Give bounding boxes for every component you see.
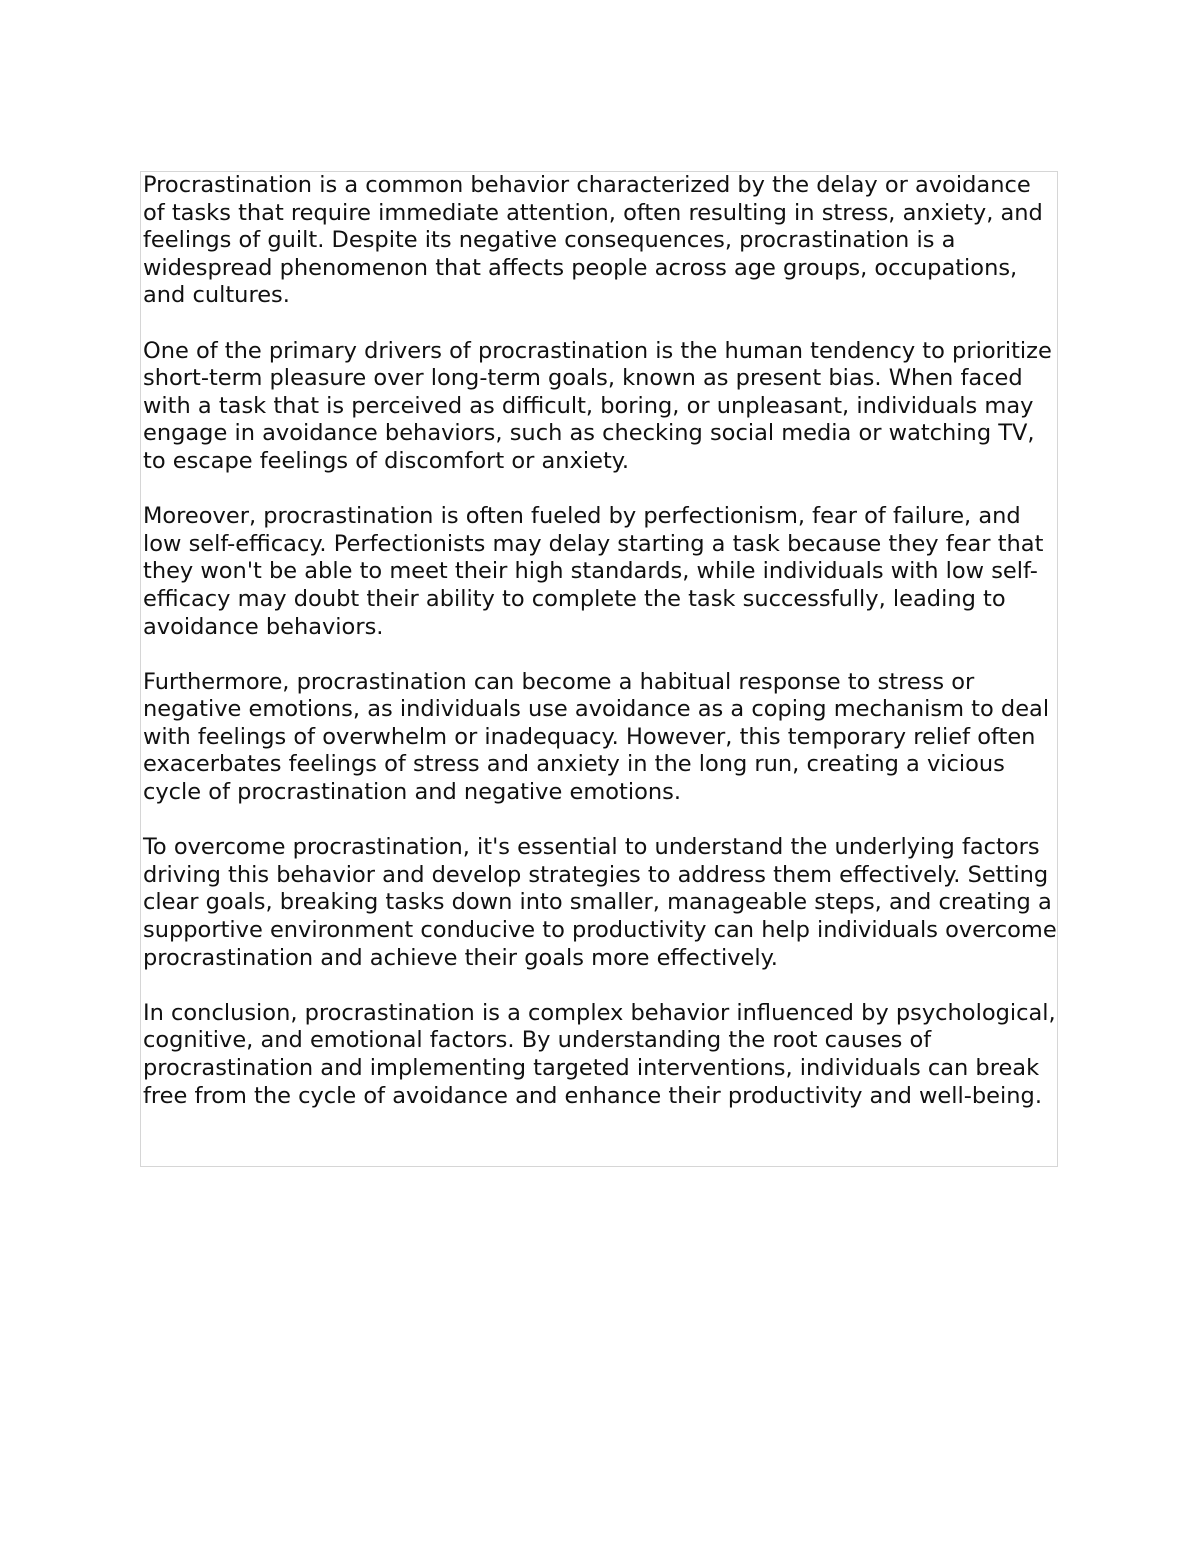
paragraph-3: Moreover, procrastination is often fueled by perfectionism, fear of failure, and low self-efficacy. Perfectionists may delay starting a task because they fear that they won't be able to meet their high standards, while individuals with low self-efficacy may doubt their ability to complete the task successfully, leading to avoidance behaviors. [143,503,1044,640]
paragraph-6: In conclusion, procrastination is a complex behavior influenced by psychological, cognitive, and emotional factors. By understanding the root causes of procrastination and implementing targeted interventions, individuals can break free from the cycle of avoidance and enhance their productivity and well-being. [143,999,1056,1109]
paragraph-1: Procrastination is a common behavior characterized by the delay or avoidance of tasks that require immediate attention, often resulting in stress, anxiety, and feelings of guilt. Despite its negative consequences, procrastination is a widespread phenomenon that affects people across age groups, occupations, and cultures. [143,172,1043,309]
paragraph-5: To overcome procrastination, it's essential to understand the underlying factors driving this behavior and develop strategies to address them effectively. Setting clear goals, breaking tasks down into smaller, manageable steps, and creating a supportive environment conducive to productivity can help individuals overcome procrastination and achieve their goals more effectively. [143,834,1057,971]
text-box [140,171,1058,1167]
paragraph-2: One of the primary drivers of procrastination is the human tendency to prioritize short-term pleasure over long-term goals, known as present bias. When faced with a task that is perceived as difficult, boring, or unpleasant, individuals may engage in avoidance behaviors, such as checking social media or watching TV, to escape feelings of discomfort or anxiety. [143,337,1052,474]
paragraph-4: Furthermore, procrastination can become a habitual response to stress or negative emotions, as individuals use avoidance as a coping mechanism to deal with feelings of overwhelm or inadequacy. However, this temporary relief often exacerbates feelings of stress and anxiety in the long run, creating a vicious cycle of procrastination and negative emotions. [143,668,1050,806]
